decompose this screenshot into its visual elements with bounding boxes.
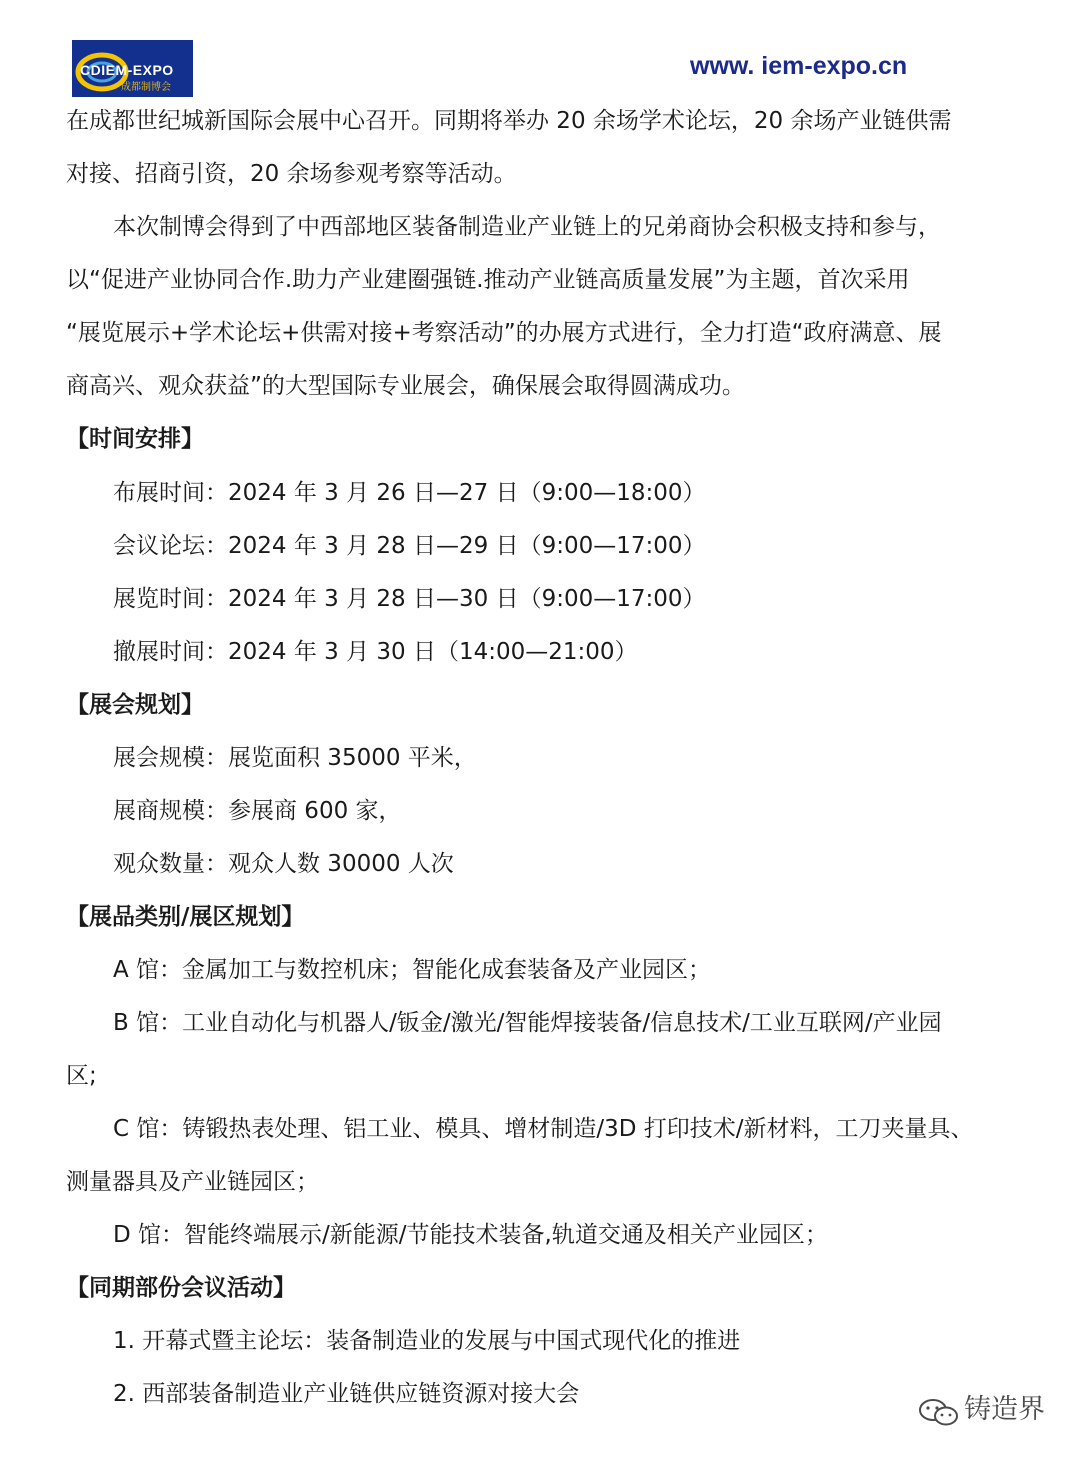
schedule-teardown: 撤展时间：2024 年 3 月 30 日（14:00—21:00） xyxy=(113,639,638,665)
hall-c-line-1: C 馆：铸锻热表处理、铝工业、模具、增材制造/3D 打印技术/新材料，工刀夹量具、 xyxy=(113,1116,974,1142)
schedule-forum: 会议论坛：2024 年 3 月 28 日—29 日（9:00—17:00） xyxy=(113,533,706,559)
support-line-3: “展览展示+学术论坛+供需对接+考察活动”的办展方式进行，全力打造“政府满意、展 xyxy=(66,320,942,346)
planning-visitors: 观众数量：观众人数 30000 人次 xyxy=(113,851,454,877)
event-item-2: 2. 西部装备制造业产业链供应链资源对接大会 xyxy=(113,1381,580,1407)
schedule-exhibition: 展览时间：2024 年 3 月 28 日—30 日（9:00—17:00） xyxy=(113,586,706,612)
wechat-icon xyxy=(918,1397,960,1427)
support-line-4: 商高兴、观众获益”的大型国际专业展会，确保展会取得圆满成功。 xyxy=(66,373,745,399)
site-url[interactable]: www. iem-expo.cn xyxy=(690,52,908,80)
support-line-1: 本次制博会得到了中西部地区装备制造业产业链上的兄弟商协会积极支持和参与， xyxy=(113,214,941,240)
intro-line-2: 对接、招商引资，20 余场参观考察等活动。 xyxy=(66,161,517,187)
categories-heading: 【展品类别/展区规划】 xyxy=(66,904,305,930)
hall-b-line-1: B 馆：工业自动化与机器人/钣金/激光/智能焊接装备/信息技术/工业互联网/产业园 xyxy=(113,1010,942,1036)
logo-text-en: CDIEM-EXPO xyxy=(80,62,174,78)
event-item-1: 1. 开幕式暨主论坛：装备制造业的发展与中国式现代化的推进 xyxy=(113,1328,741,1354)
watermark-text: 铸造界 xyxy=(964,1394,1045,1425)
hall-b-line-2: 区; xyxy=(66,1063,97,1089)
support-line-2: 以“促进产业协同合作.助力产业建圈强链.推动产业链高质量发展”为主题，首次采用 xyxy=(66,267,910,293)
intro-line-1: 在成都世纪城新国际会展中心召开。同期将举办 20 余场学术论坛，20 余场产业链供需 xyxy=(66,108,952,134)
hall-c-line-2: 测量器具及产业链园区； xyxy=(66,1169,319,1195)
expo-logo xyxy=(72,40,193,97)
planning-heading: 【展会规划】 xyxy=(66,692,204,718)
hall-d: D 馆：智能终端展示/新能源/节能技术装备,轨道交通及相关产业园区； xyxy=(113,1222,828,1248)
logo-text-cn: 成都制博会 xyxy=(121,82,171,93)
events-heading: 【同期部份会议活动】 xyxy=(66,1275,296,1301)
planning-scale: 展会规模：展览面积 35000 平米， xyxy=(113,745,477,771)
planning-exhibitors: 展商规模：参展商 600 家， xyxy=(113,798,402,824)
schedule-setup: 布展时间：2024 年 3 月 26 日—27 日（9:00—18:00） xyxy=(113,480,706,506)
schedule-heading: 【时间安排】 xyxy=(66,426,204,452)
hall-a: A 馆：金属加工与数控机床；智能化成套装备及产业园区； xyxy=(113,957,712,983)
